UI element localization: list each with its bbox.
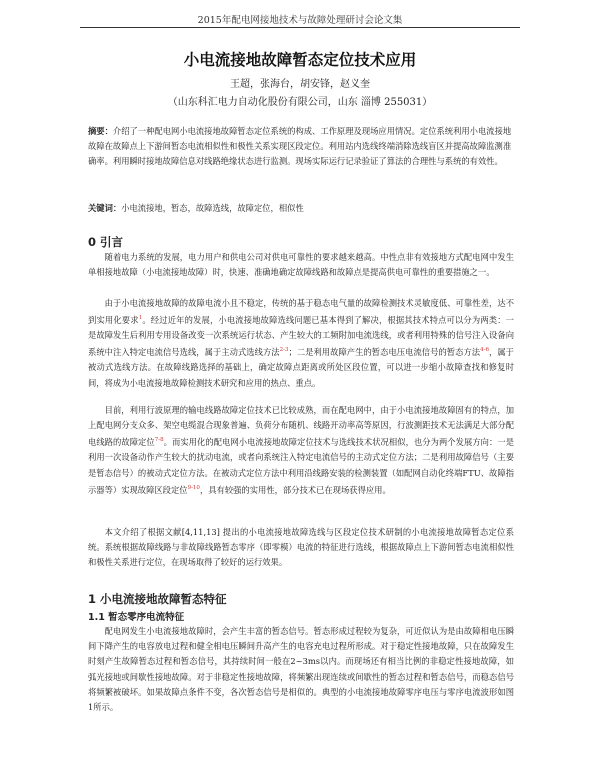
keywords-text: 小电流接地，暂态，故障选线，故障定位，相似性 [121,203,304,213]
p2-text-d: ，属于被动式选线方法。在故障线路选择的基础上，确定故障点距离或所处区段位置，可以进一步缩小故障查找和修复时间，将成为小电流接地故障检测技术研究和应用的热点、重点。 [88,347,514,388]
section-1-1-paragraph: 配电网发生小电流接地故障时，会产生丰富的暂态信号。暂态形成过程较为复杂，可近似认为是由故障相电压瞬间下降产生的电容放电过程和健全相电压瞬间升高产生的电容充电过程所形成。对于稳定性接地故障，只在故障发生时刻产生故障暂态过程和暂态信号，其持续时间一般在2~3ms以内。而现场还有相当比例的非稳定性接地故障，如弧光接地或间歇性接地故障。对于非稳定性接地故障，将频繁出现连续或间歇性的暂态过程和暂态信号，而稳态信号将频繁被破坏。如果故障点条件不变，各次暂态信号是相似的。典型的小电流接地故障零序电压与零序电流波形如图1所示。 [88,626,514,713]
abstract-text: 介绍了一种配电网小电流接地故障暂态定位系统的构成、工作原理及现场应用情况。定位系统利用小电流接地故障在故障点上下游间暂态电流相似性和极性关系实现区段定位。利用站内选线终端消除选线盲区并提高故障监测准确率。利用瞬时接地故障信息对线路绝缘状态进行监测。现场实际运行记录验证了算法的合理性与系统的有效性。 [88,126,512,167]
intro-paragraph-3 [88,403,514,498]
paper-title: 小电流接地故障暂态定位技术应用 [183,51,417,69]
citation-ref: 9-10 [187,484,200,491]
subsection-heading-1-1: 1.1 暂态零序电流特征 [88,612,185,623]
running-header: 2015年配电网接地技术与故障处理研讨会论文集 [197,15,403,26]
citation-ref: 4-6 [480,347,489,354]
keywords [88,201,514,216]
header-rule [80,27,520,28]
intro-paragraph-1: 随着电力系统的发展，电力用户和供电公司对供电可靠性的要求越来越高。中性点非有效接地方式配电网中发生单相接地故障（小电流接地故障）时，快速、准确地确定故障线路和故障点是提高供电可靠性的重要措施之一。 [88,252,514,278]
p2-text-a: 由于小电流接地故障的故障电流小且不稳定，传统的基于稳态电气量的故障检测技术灵敏度低、可靠性差，达不到实用化要求 [88,298,514,325]
section-heading-1: 1 小电流接地故障暂态特征 [88,592,227,606]
intro-paragraph-4: 本文介绍了根据文献[4,11,13] 提出的小电流接地故障选线与区段定位技术研制的小电流接地故障暂态定位系统。系统根据故障线路与非故障线路暂态零序（即零模）电流的特征进行选线，根据故障点上下游间暂态电流相似性和极性关系进行定位，在现场取得了较好的运行效果。 [88,527,514,568]
affiliation: （山东科汇电力自动化股份有限公司，山东 淄博 255031） [167,97,433,108]
citation-ref: 7-8 [154,437,164,444]
p2-text-c: ；二是利用故障产生的暂态电压电流信号的暂态方法 [288,347,481,358]
abstract [88,124,514,170]
p3-text-b: 。而实用化的配电网小电流接地故障定位技术与选线技术状况相似，也分为两个发展方向：一是利用一次设备动作产生较大的扰动电流，或者向系统注入特定电流信号的主动式定位方法；二是利用故障信号（主要是暂态信号）的被动式定位方法。在被动式定位方法中利用沿线路安装的检测装置（如配网自动化终端FTU、故障指示器等）实现故障区段定位 [88,437,514,495]
p2-text-b: 。经过近年的发展，小电流接地故障选线问题已基本得到了解决，根据其技术特点可以分为两类：一是故障发生后利用专用设备改变一次系统运行状态、产生较大的工频附加电流选线，或者利用特殊的信号注入设备向系统中注入特定电流信号选线，属于主动式选线方法 [88,314,514,358]
p3-text-c: ，具有较强的实用性，部分技术已在现场获得应用。 [199,484,391,495]
keywords-label: 关键词： [88,203,122,213]
citation-ref: 2-3 [279,347,289,354]
p3-text-a: 目前，利用行波原理的输电线路故障定位技术已比较成熟，而在配电网中，由于小电流接地故障固有的特点，加上配电网分支众多、架空电缆混合现象普遍、负荷分布随机、线路开动率高等原因，行波测距技术无法满足大部分配电线路的故障定位 [88,405,514,448]
intro-paragraph-2 [88,296,514,391]
section-heading-introduction: 0 引言 [88,235,124,249]
citation-ref: 1 [138,315,143,322]
abstract-label: 摘要： [88,126,113,136]
author-list: 王超，张海台，胡安锋，赵义奎 [230,79,370,90]
